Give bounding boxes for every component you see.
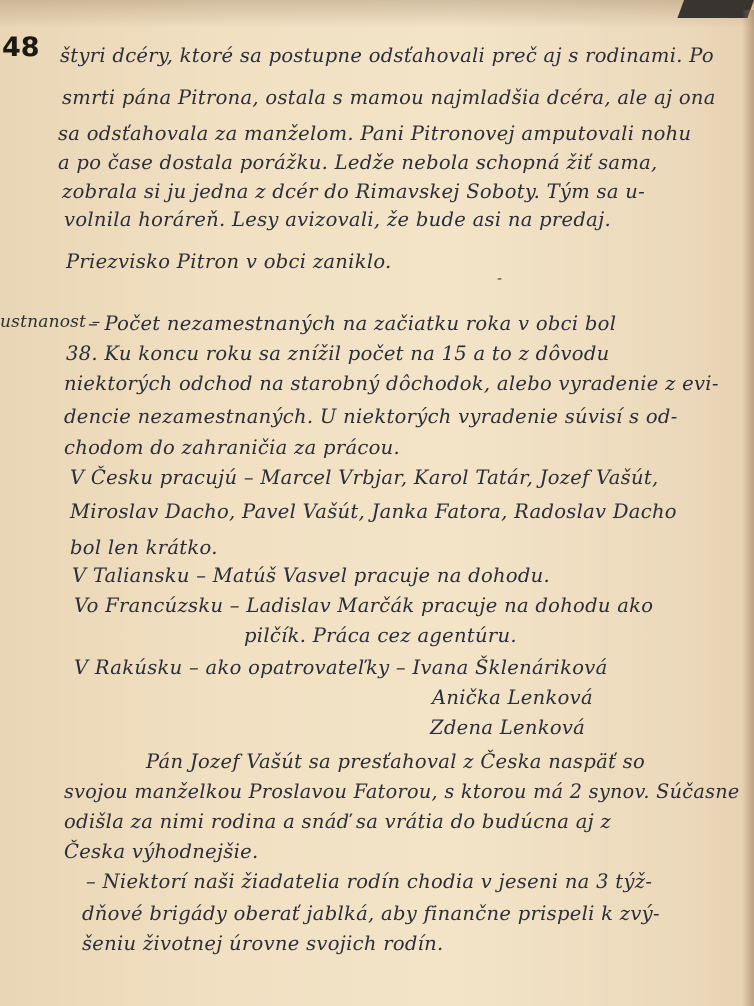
text-line: zobrala si ju jedna z dcér do Rimavskej Soboty. Tým sa u- (62, 180, 645, 203)
text-line: štyri dcéry, ktoré sa postupne odsťahovali preč aj s rodinami. Po (60, 44, 714, 67)
text-line: Česka výhodnejšie. (64, 840, 259, 863)
text-line: dencie nezamestnaných. U niektorých vyradenie súvisí s od- (64, 405, 678, 428)
text-line: smrti pána Pitrona, ostala s mamou najmladšia dcéra, ale aj ona (62, 86, 716, 109)
text-line: 38. Ku koncu roku sa znížil počet na 15 a to z dôvodu (66, 342, 610, 365)
text-line: V Taliansku – Matúš Vasvel pracuje na dohodu. (72, 564, 551, 587)
text-line: volnila horáreň. Lesy avizovali, že bude asi na predaj. (64, 208, 611, 231)
text-line: šeniu životnej úrovne svojich rodín. (82, 932, 444, 955)
page-number: 48 (2, 32, 40, 63)
text-line: Priezvisko Pitron v obci zaniklo. (66, 250, 392, 273)
text-line: sa odsťahovala za manželom. Pani Pitronovej amputovali nohu (58, 122, 692, 145)
text-line: bol len krátko. (70, 536, 218, 559)
text-line: – Počet nezamestnaných na začiatku roka v obci bol (88, 312, 617, 335)
text-line: pilčík. Práca cez agentúru. (244, 624, 517, 647)
page-top-shadow (0, 0, 754, 28)
page-edge-shadow (742, 10, 754, 1006)
text-line: niektorých odchod na starobný dôchodok, alebo vyradenie z evi- (64, 372, 719, 395)
text-line: V Česku pracujú – Marcel Vrbjar, Karol Tatár, Jozef Vašút, (70, 466, 659, 489)
text-line: chodom do zahraničia za prácou. (64, 436, 400, 459)
text-line: Miroslav Dacho, Pavel Vašút, Janka Fatora, Radoslav Dacho (70, 500, 677, 523)
text-line: dňové brigády oberať jablká, aby finančne prispeli k zvý- (82, 902, 660, 925)
text-line: Anička Lenková (432, 686, 593, 709)
text-line: Zdena Lenková (430, 716, 586, 739)
text-line: Vo Francúzsku – Ladislav Marčák pracuje na dohodu ako (74, 594, 654, 617)
text-line: odišla za nimi rodina a snáď sa vrátia do budúcna aj z (64, 810, 612, 833)
margin-heading: ustnanost – (0, 312, 101, 332)
text-line: a po čase dostala porážku. Ledže nebola schopná žiť sama, (58, 151, 658, 174)
text-line: svojou manželkou Proslavou Fatorou, s ktorou má 2 synov. Súčasne (64, 780, 740, 803)
text-line: V Rakúsku – ako opatrovateľky – Ivana Šklenáriková (74, 656, 608, 679)
text-line: Pán Jozef Vašút sa presťahoval z Česka naspäť so (146, 750, 646, 773)
text-line: – Niektorí naši žiadatelia rodín chodia v jeseni na 3 týž- (86, 870, 653, 893)
separator-mark: - (497, 271, 503, 287)
